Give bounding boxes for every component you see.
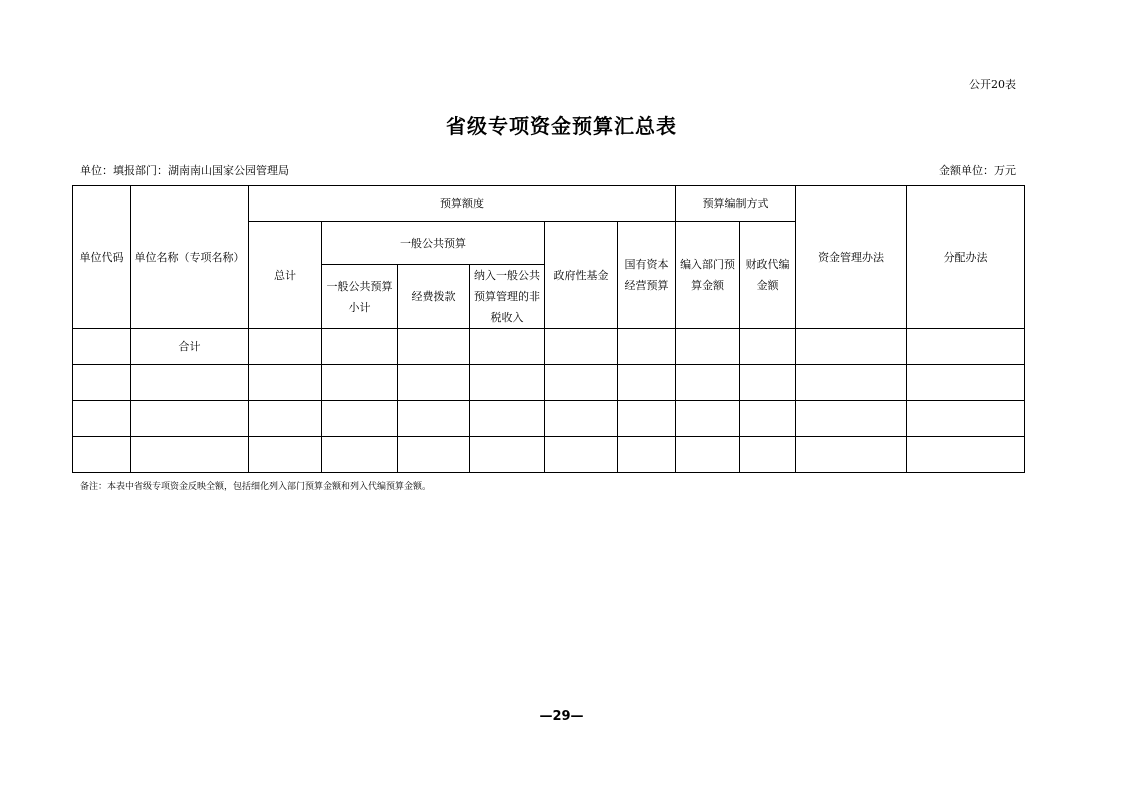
table-cell (470, 401, 545, 437)
header-unit-code: 单位代码 (73, 186, 131, 329)
table-cell (676, 329, 740, 365)
table-cell (398, 365, 470, 401)
table-cell (796, 437, 907, 473)
table-cell (249, 437, 322, 473)
table-cell (740, 401, 796, 437)
table-cell (131, 365, 249, 401)
table-row (73, 437, 1025, 473)
table-note: 备注：本表中省级专项资金反映全额，包括细化列入部门预算金额和列入代编预算金额。 (80, 482, 432, 492)
table-cell (907, 437, 1025, 473)
table-cell (618, 437, 676, 473)
table-cell (322, 401, 398, 437)
table-cell (740, 329, 796, 365)
table-cell (740, 365, 796, 401)
amount-unit: 金额单位：万元 (939, 164, 1016, 177)
header-budget-method: 预算编制方式 (676, 186, 796, 222)
table-cell (398, 437, 470, 473)
page-number: —29— (539, 709, 584, 724)
table-cell (618, 365, 676, 401)
table-cell (131, 401, 249, 437)
table-cell (249, 329, 322, 365)
header-nontax-income: 纳入一般公共预算管理的非税收入 (470, 265, 545, 329)
table-cell (73, 329, 131, 365)
table-cell (322, 365, 398, 401)
reporting-unit: 单位：填报部门：湖南南山国家公园管理局 (80, 164, 289, 177)
header-general-budget: 一般公共预算 (322, 222, 545, 265)
table-cell (545, 437, 618, 473)
table-cell (322, 437, 398, 473)
table-cell (618, 329, 676, 365)
header-gov-fund: 政府性基金 (545, 222, 618, 329)
header-fund-management: 资金管理办法 (796, 186, 907, 329)
header-unit-name: 单位名称（专项名称） (131, 186, 249, 329)
table-cell (618, 401, 676, 437)
table-cell (398, 401, 470, 437)
table-cell (907, 401, 1025, 437)
table-cell (73, 401, 131, 437)
table-row (73, 365, 1025, 401)
header-dept-budget: 编入部门预算金额 (676, 222, 740, 329)
header-fiscal-budget: 财政代编金额 (740, 222, 796, 329)
table-cell (545, 401, 618, 437)
header-state-capital: 国有资本经营预算 (618, 222, 676, 329)
table-cell (796, 401, 907, 437)
table-cell (740, 437, 796, 473)
page-title: 省级专项资金预算汇总表 (446, 114, 677, 138)
table-cell (796, 329, 907, 365)
header-general-subtotal: 一般公共预算小计 (322, 265, 398, 329)
table-cell (907, 329, 1025, 365)
table-cell (796, 365, 907, 401)
table-cell (131, 437, 249, 473)
table-cell (545, 329, 618, 365)
table-cell: 合计 (131, 329, 249, 365)
table-cell (470, 437, 545, 473)
table-cell (398, 329, 470, 365)
header-funding-alloc: 经费拨款 (398, 265, 470, 329)
table-cell (907, 365, 1025, 401)
table-row (73, 329, 1025, 365)
header-allocation: 分配办法 (907, 186, 1025, 329)
table-row (73, 401, 1025, 437)
table-cell (73, 437, 131, 473)
table-cell (249, 365, 322, 401)
header-total: 总计 (249, 222, 322, 329)
table-cell (676, 401, 740, 437)
table-cell (73, 365, 131, 401)
table-cell (676, 365, 740, 401)
table-cell (470, 329, 545, 365)
header-budget-amount: 预算额度 (249, 186, 676, 222)
table-cell (470, 365, 545, 401)
budget-summary-table (72, 185, 1025, 473)
table-cell (249, 401, 322, 437)
table-cell (322, 329, 398, 365)
form-number: 公开20表 (969, 78, 1016, 91)
table-body (73, 329, 1025, 473)
table-cell (545, 365, 618, 401)
table-cell (676, 437, 740, 473)
